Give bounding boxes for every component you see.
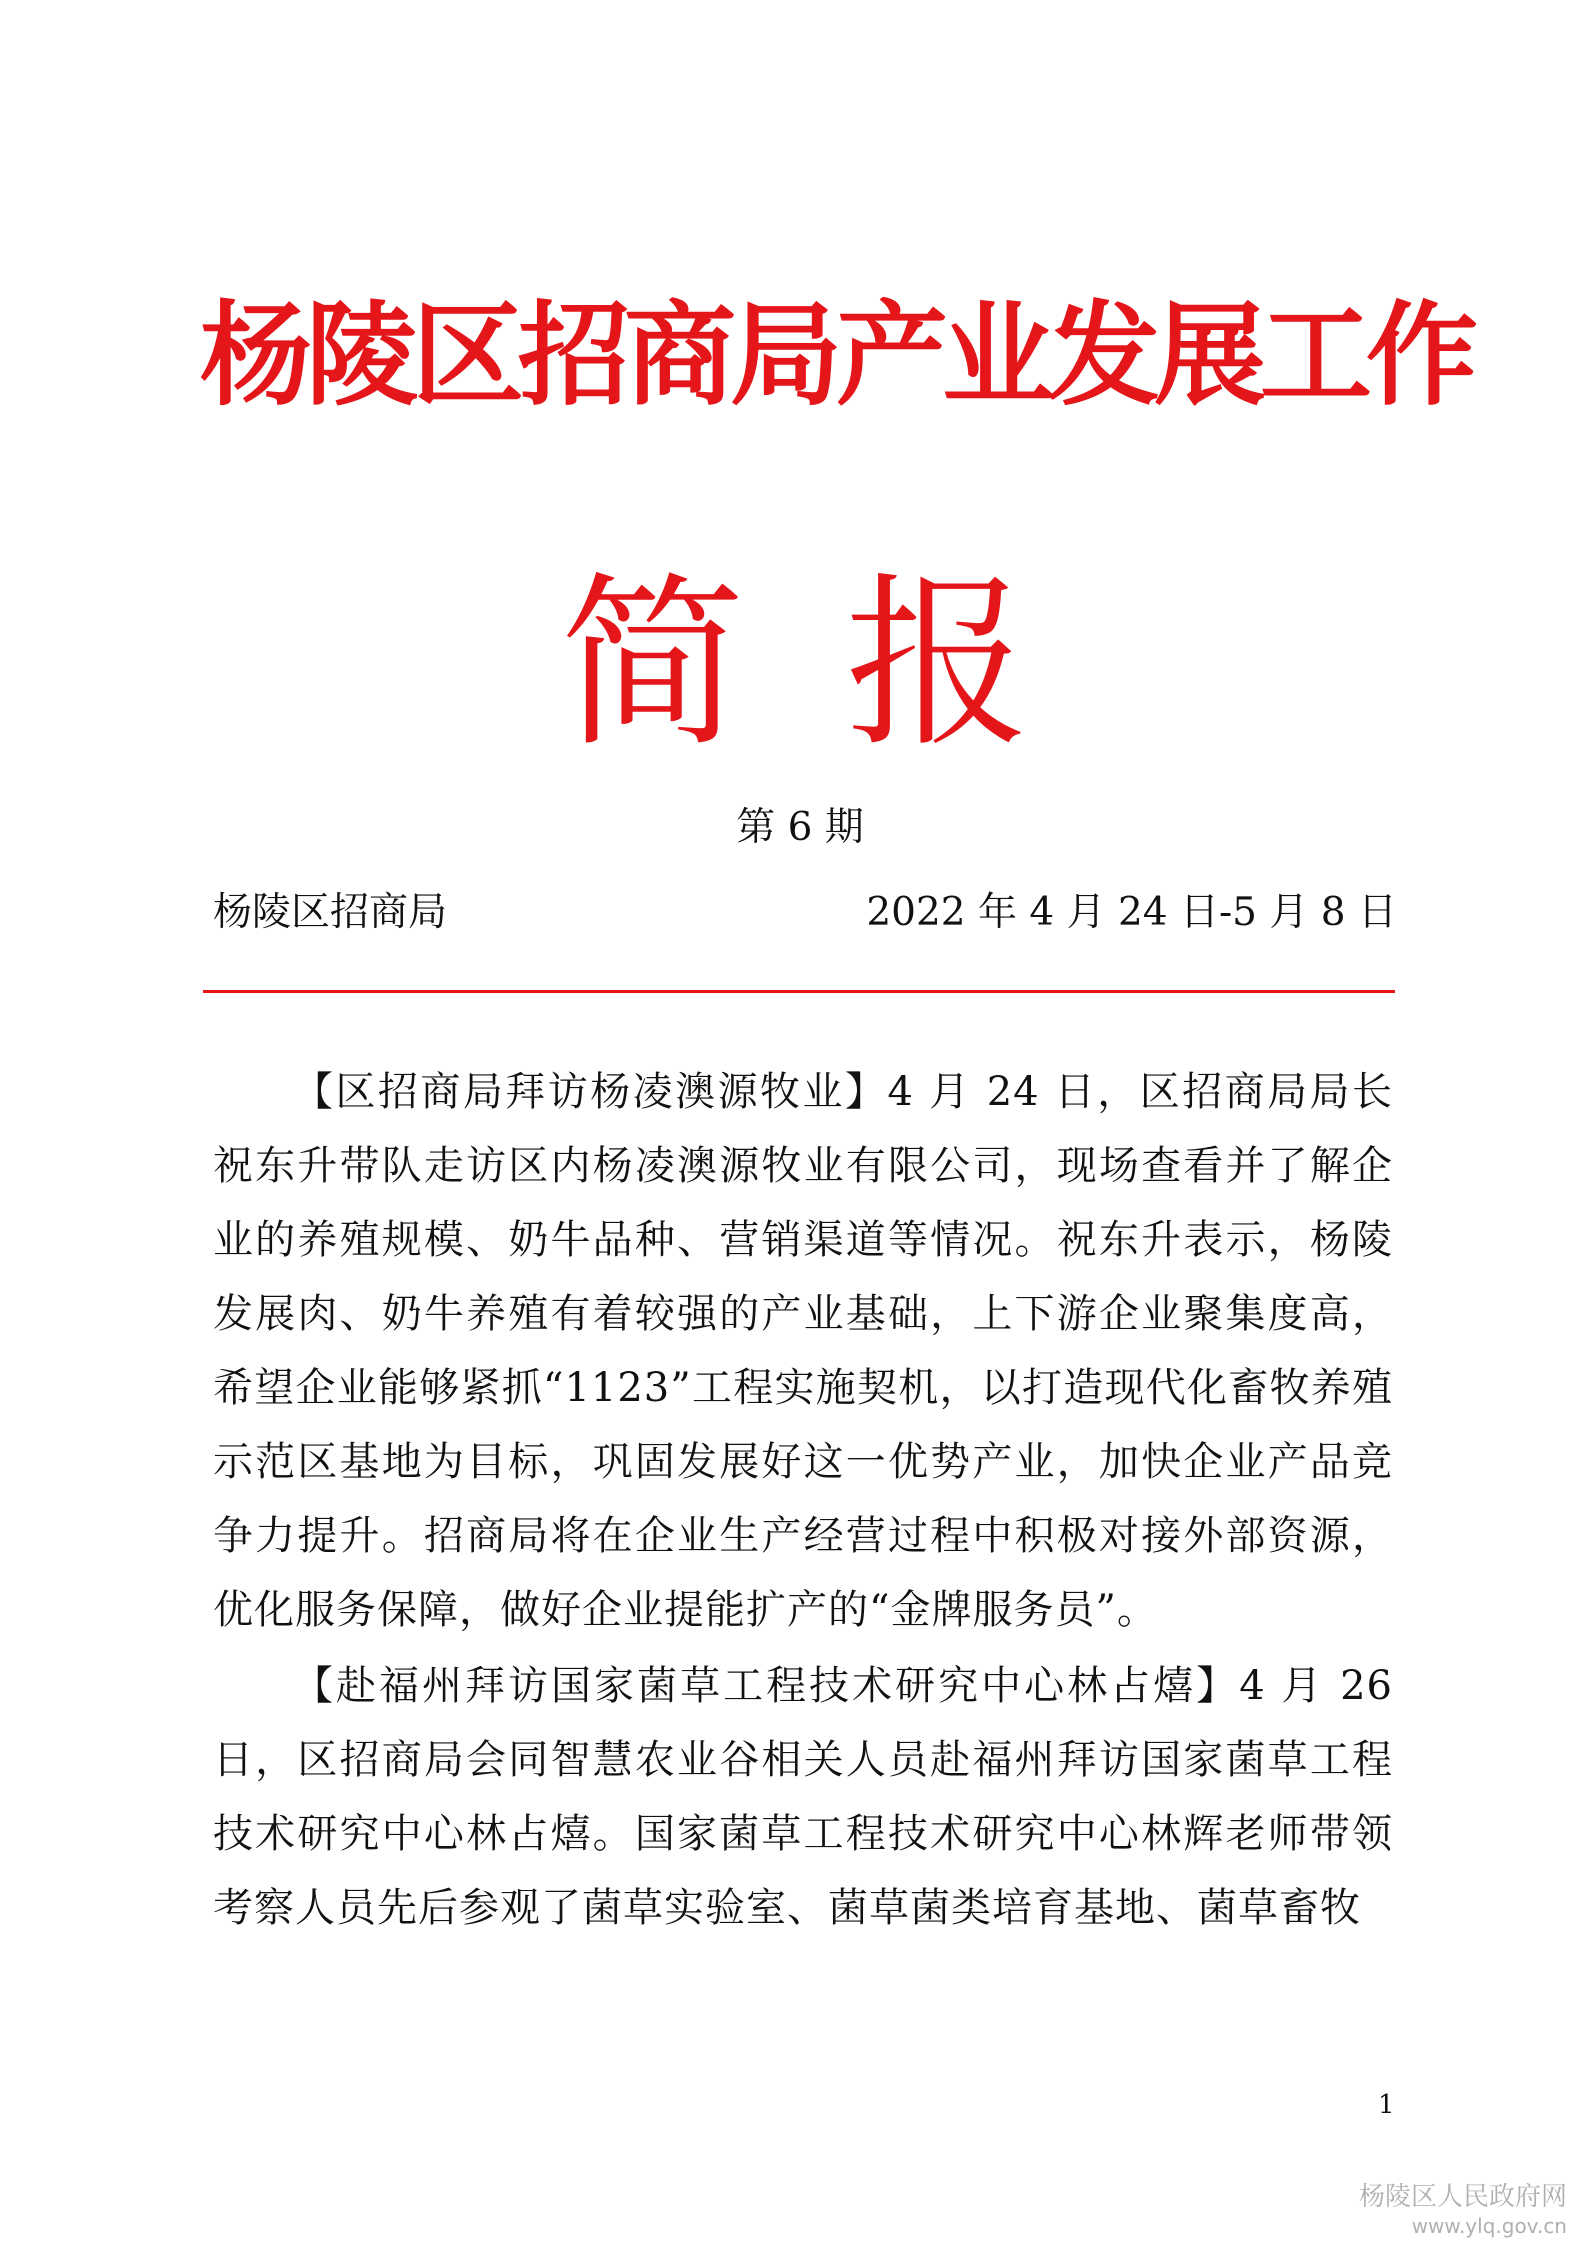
paragraph: 【赴福州拜访国家菌草工程技术研究中心林占熺】4 月 26 日，区招商局会同智慧农业谷相关人员赴福州拜访国家菌草工程技术研究中心林占熺。国家菌草工程技术研究中心林辉老师带领考察人员先后参观了菌草实验室、菌草菌类培育基地、菌草畜牧	[213, 1663, 1393, 1931]
bulletin-title: 杨陵区招商局产业发展工作	[200, 291, 1472, 421]
issuer-name: 杨陵区招商局	[213, 890, 448, 935]
watermark-url: www.ylq.gov.cn	[1411, 2214, 1567, 2238]
bulletin-subtitle	[560, 556, 1030, 772]
issue-number: 第 6 期	[736, 805, 864, 850]
subtitle-char-1: 简	[560, 556, 745, 772]
watermark-name: 杨陵区人民政府网	[1358, 2182, 1567, 2212]
paragraph: 【区招商局拜访杨凌澳源牧业】4 月 24 日，区招商局局长祝东升带队走访区内杨凌澳源牧业有限公司，现场查看并了解企业的养殖规模、奶牛品种、营销渠道等情况。祝东升表示，杨陵发展肉、奶牛养殖有着较强的产业基础，上下游企业聚集度高，希望企业能够紧抓“1123”工程实施契机，以打造现代化畜牧养殖示范区基地为目标，巩固发展好这一优势产业，加快企业产品竞争力提升。招商局将在企业生产经营过程中积极对接外部资源，优化服务保障，做好企业提能扩产的“金牌服务员”。	[213, 1069, 1393, 1633]
issue-date: 2022 年 4 月 24 日-5 月 8 日	[866, 890, 1397, 935]
page-number: 1	[1378, 2090, 1395, 2120]
bulletin-body	[213, 1055, 1393, 1947]
subtitle-char-2: 报	[845, 556, 1030, 772]
header-divider	[203, 990, 1395, 993]
site-watermark	[1359, 2180, 1567, 2238]
